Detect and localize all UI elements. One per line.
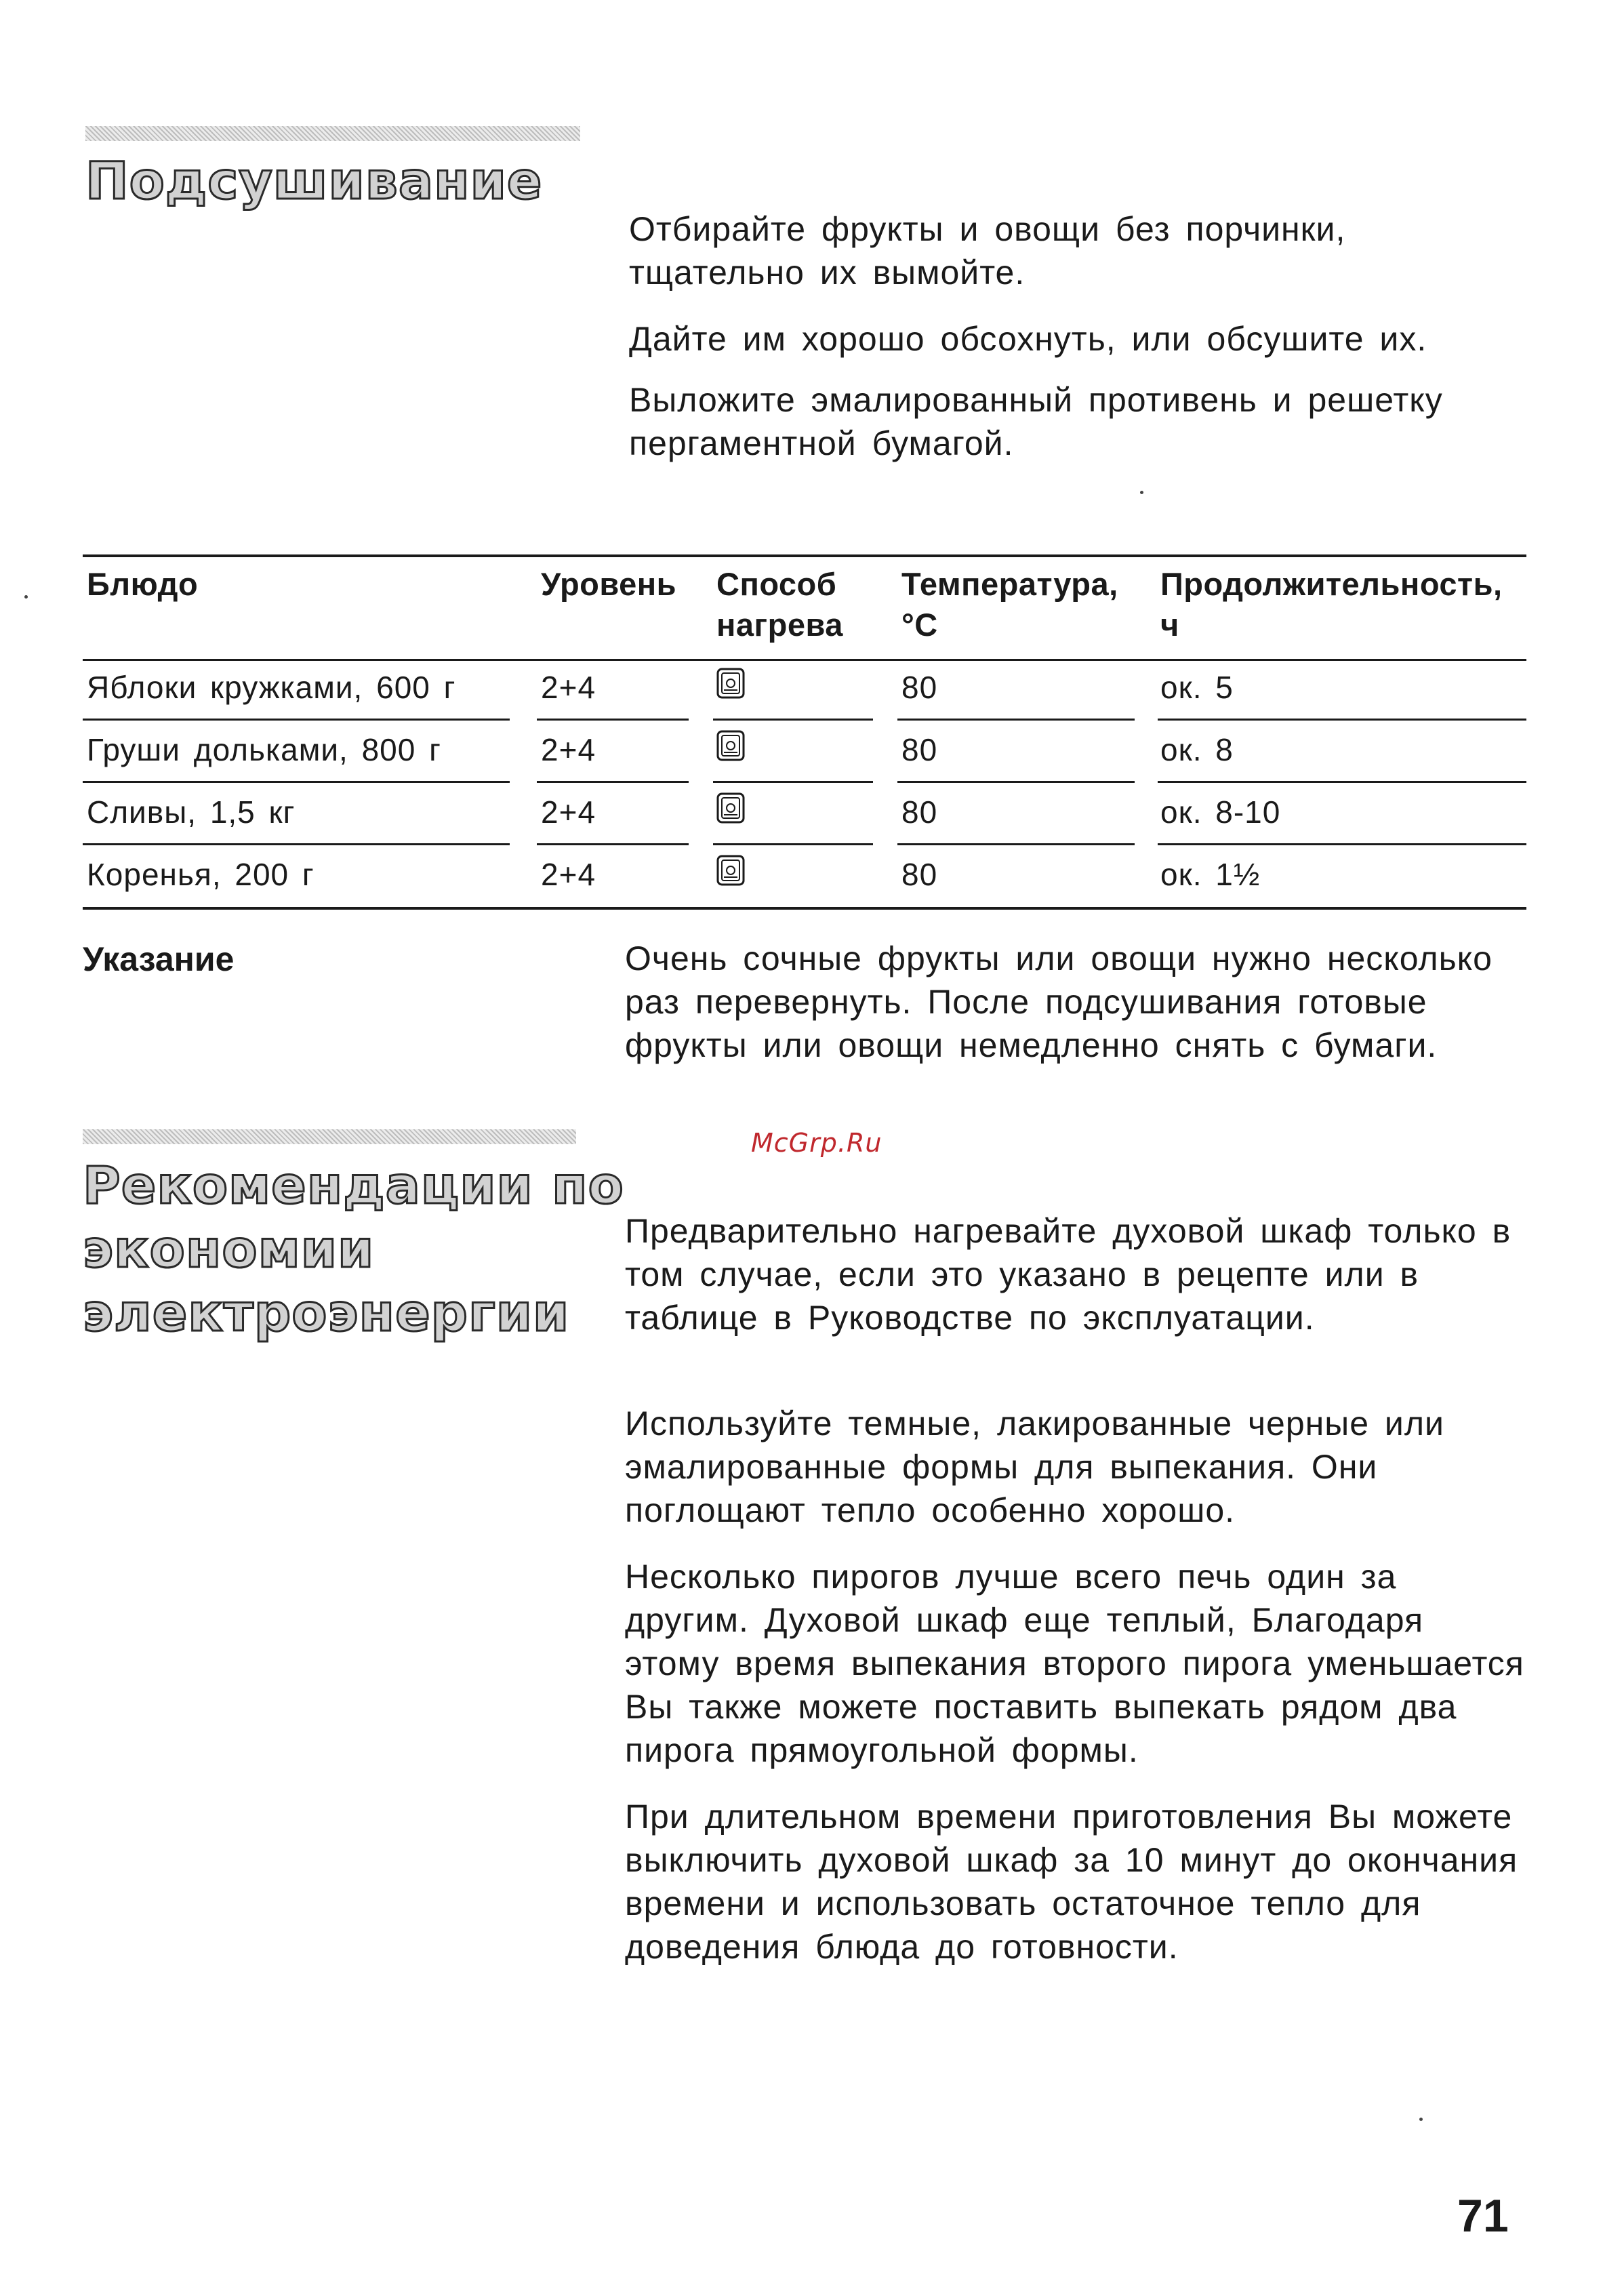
energy-saving-text [625, 1209, 1526, 1992]
oven-fan-icon [716, 854, 746, 887]
cell-temperature: 80 [901, 732, 938, 767]
cell-duration: ок. 8-10 [1160, 794, 1281, 830]
header-line: Температура, [901, 566, 1118, 602]
cell-dish: Коренья, 200 г [87, 857, 314, 892]
drying-intro-text [629, 207, 1497, 488]
row-divider [537, 719, 689, 721]
row-divider [713, 781, 873, 783]
row-divider [713, 843, 873, 845]
title-line: электроэнергии [83, 1282, 570, 1343]
row-divider [1158, 843, 1526, 845]
paragraph: При длительном времени приготовления Вы можете выключить духовой шкаф за 10 минут до окончания времени и использовать остаточное тепло для доведения блюда до готовности. [625, 1798, 1518, 1966]
row-divider [83, 781, 510, 783]
header-line: °С [901, 607, 938, 643]
title-line: Рекомендации по [83, 1155, 624, 1215]
paragraph: Дайте им хорошо обсохнуть, или обсушите их. [629, 320, 1427, 358]
cell-dish: Сливы, 1,5 кг [87, 794, 296, 830]
section-title-drying: Подсушивание [85, 150, 543, 211]
header-line: нагрева [716, 607, 843, 643]
cell-temperature: 80 [901, 857, 938, 892]
cell-level: 2+4 [541, 857, 596, 892]
cell-temperature: 80 [901, 794, 938, 830]
column-header-dish: Блюдо [87, 566, 199, 602]
header-line: Способ [716, 566, 837, 602]
paragraph: Предварительно нагревайте духовой шкаф только в том случае, если это указано в рецепте или в таблице в Руководстве по эксплуатации. [625, 1212, 1511, 1337]
section-divider-bar [85, 126, 580, 141]
cell-level: 2+4 [541, 732, 596, 767]
row-divider [83, 719, 510, 721]
row-divider [537, 781, 689, 783]
column-header-temperature [901, 564, 1118, 645]
oven-fan-icon [716, 667, 746, 700]
section-title-energy-saving [83, 1154, 624, 1345]
row-divider [897, 843, 1135, 845]
row-divider [897, 719, 1135, 721]
cell-dish: Яблоки кружками, 600 г [87, 670, 456, 705]
note-label: Указание [83, 940, 235, 978]
row-divider [83, 843, 510, 845]
row-divider [537, 843, 689, 845]
title-line: экономии [83, 1219, 375, 1279]
row-divider [1158, 719, 1526, 721]
column-header-level: Уровень [541, 566, 677, 602]
column-header-duration [1160, 564, 1503, 645]
cell-level: 2+4 [541, 670, 596, 705]
table-bottom-rule [83, 907, 1526, 910]
cell-dish: Груши дольками, 800 г [87, 732, 441, 767]
cell-duration: ок. 1½ [1160, 857, 1261, 892]
watermark: McGrp.Ru [751, 1128, 882, 1158]
scan-speck [1140, 491, 1143, 494]
oven-fan-icon [716, 792, 746, 824]
header-line: ч [1160, 607, 1179, 643]
note-text: Очень сочные фрукты или овощи нужно несколько раз перевернуть. После подсушивания готовые фрукты или овощи немедленно снять с бумаги. [625, 940, 1493, 1064]
cell-duration: ок. 8 [1160, 732, 1234, 767]
cell-level: 2+4 [541, 794, 596, 830]
table-header-rule [83, 659, 1526, 661]
oven-fan-icon [716, 729, 746, 762]
row-divider [1158, 781, 1526, 783]
paragraph: Используйте темные, лакированные черные или эмалированные формы для выпекания. Они поглощают тепло особенно хорошо. [625, 1405, 1444, 1529]
column-header-method [716, 564, 843, 645]
cell-duration: ок. 5 [1160, 670, 1234, 705]
paragraph: Выложите эмалированный противень и решетку пергаментной бумагой. [629, 381, 1443, 462]
row-divider [897, 781, 1135, 783]
header-line: Продолжительность, [1160, 566, 1503, 602]
cell-temperature: 80 [901, 670, 938, 705]
scan-speck [24, 595, 28, 599]
page-number: 71 [1457, 2190, 1509, 2242]
scan-speck [1419, 2118, 1423, 2121]
paragraph: Несколько пирогов лучше всего печь один за другим. Духовой шкаф еще теплый, Благодаря этому время выпекания второго пирога уменьшается Вы также можете поставить выпекать рядом два пирога прямоугольной формы. [625, 1558, 1524, 1769]
table-top-rule [83, 554, 1526, 557]
section-divider-bar [83, 1129, 576, 1144]
row-divider [713, 719, 873, 721]
paragraph: Отбирайте фрукты и овощи без порчинки, тщательно их вымойте. [629, 210, 1346, 291]
